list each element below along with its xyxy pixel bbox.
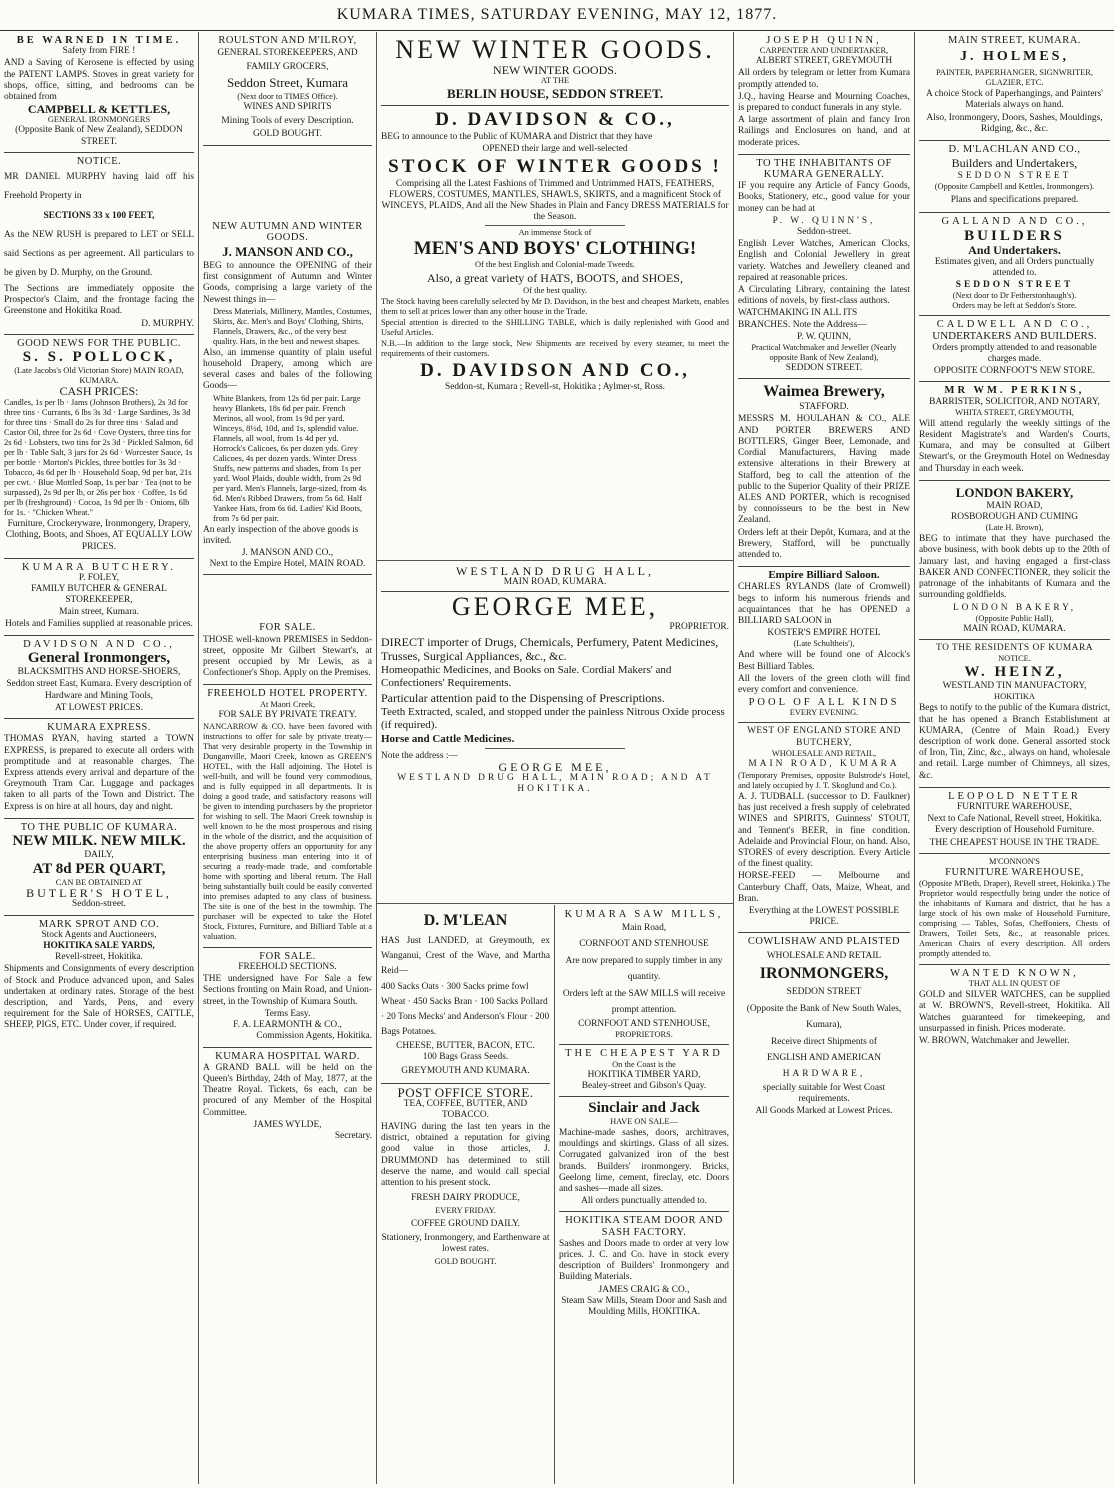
ad-body: Machine-made sashes, doors, architraves, mouldings and skirtings. Glass of all sizes. Corrugated galvanized iron of the best brands. Builders' ironmongery. Bricks, Geelong lime, cement, fireclay, etc. Doors and sashes—made all sizes. [559,1128,729,1195]
ad-body: DIRECT importer of Drugs, Chemicals, Perfumery, Patent Medicines, Trusses, Surgical Appliances, &c., &c. [381,634,719,663]
ad-waimea-brewery [738,379,910,567]
ad-address: ALBERT STREET, GREYMOUTH [755,56,893,67]
ad-body: Horse and Cattle Medicines. [381,732,515,745]
ad-headline: IRONMONGERS, [759,964,889,982]
ad-firm: CORNFOOT AND STENHOUSE [579,939,709,950]
ad-subtitle: TEA, COFFEE, BUTTER, AND TOBACCO. [403,1098,528,1120]
ad-address: (Opposite the Bank of New South Wales, Kumara), [746,1003,902,1030]
ad-subtitle: FAMILY BUTCHER & GENERAL STOREKEEPER, [31,584,167,606]
ad-note: On the Coast is the [612,1059,676,1069]
ad-w-brown [919,965,1110,1052]
ad-subtitle: HAVE ON SALE— [610,1117,678,1127]
ad-note: AT THE [540,76,570,86]
ad-body: Also, Ironmongery, Doors, Sashes, Mouldings, Ridging, &c., &c. [926,112,1103,134]
ad-address: MAIN ROAD, [986,500,1043,511]
ad-subtitle: Safety from FIRE ! [62,46,136,57]
ad-title: TO THE RESIDENTS OF KUMARA [936,642,1093,653]
ad-address: MAIN ROAD, KUMARA. [503,577,607,588]
ad-footer: Furniture, Crockeryware, Ironmongery, Drapery, Clothing, Boots, and Shoes, AT EQUALLY LOW PRICES. [5,519,193,552]
ad-address: MAIN ROAD, KUMARA. [963,623,1066,634]
ad-firm: LONDON BAKERY, [955,484,1074,500]
section-rule [377,560,733,561]
ad-note: (Next door to TIMES Office). [237,92,338,102]
ad-address: HOKITIKA [994,692,1035,702]
ad-heinz [919,640,1110,788]
ad-firm: D. M'LACHLAN AND CO., [948,144,1081,156]
ad-body: OPENED their large and well-selected [482,144,628,155]
ad-firm: General Ironmongers, [27,650,171,667]
ad-cowlishaw-plaisted [738,933,910,1121]
ad-subtitle: WESTLAND TIN MANUFACTORY, [942,681,1087,692]
ad-signature: JAMES CRAIG & CO., [598,1284,690,1295]
ad-body: English Lever Watches, American Clocks, English and Colonial Jewellery in great variety. Watches and Jewellery cleaned and repaired at reasonable prices. [738,239,910,283]
ad-mlachlan [919,141,1110,213]
ad-subtitle: BLACKSMITHS AND HORSE-SHOERS, [17,667,181,678]
ad-campbell-kettles [4,32,194,153]
ad-body: Homeopathic Medicines, and Books on Sale. Cordial Makers' and Confectioners' Requirements. [381,663,672,689]
ad-body: A GRAND BALL will be held on the Queen's Birthday, 24th of May, 1877, at the Theatre Royal. Tickets, 6s each, can be procured of any Member of the Hospital Committee. [203,1062,372,1118]
ad-footer: All orders punctually attended to. [581,1196,707,1207]
ad-body: Are now prepared to supply timber in any quantity. [565,956,723,983]
ad-note: EVERY EVENING. [789,708,859,718]
ad-body: Hotels and Families supplied at reasonable prices. [5,618,193,629]
ad-footer: All Goods Marked at Lowest Prices. [755,1106,893,1117]
ad-body: An early inspection of the above goods is invited. [203,524,359,546]
ad-address: (Opposite Bank of New Zealand), SEDDON STREET. [15,125,183,147]
ad-body: specially suitable for West Coast requirements. [762,1082,886,1104]
ad-address: Bealey-street and Gibson's Quay. [581,1080,707,1091]
ad-body: Orders left at the SAW MILLS will receive prompt attention. [562,989,726,1016]
ad-firm: COWLISHAW AND PLAISTED [747,936,901,948]
ad-price-list: Candles, 1s per lb · Jams (Johnson Brothers), 2s 3d for three tins · Currants, 6 lbs 3s 3d · Large Sardines, 3s 3d for three tins · Small do 2s for three tins · Salad and Castor Oil, three for 2s 6d · Cove Oysters, three tins for 2s 6d · Lobsters, two tins for 2s 3d · Pickled Salmon, 6d per lb · Table Salt, 3 jars for 2s 6d · Worcester Sauce, 1s per bottle · Morton's Pickles, three bottles for 3s 3d · Tobacco, 4s 6d per lb · Household Soap, 9d per bar, 21s per cwt. · Blue Mottled Soap, 1s per bar · Tea (not to be surpassed), 2s 9d per lb, or 26s per box · Coffee, 1s 6d per lb (freshground) · Cocoa, 1s 9d per lb · Onions, 6lb for 1s. · "Chicken Wheat." [4,398,193,518]
ad-subtitle: Builders and Undertakers, [951,156,1078,171]
ad-holmes [919,32,1110,141]
ad-body: BEG to intimate that they have purchased the above business, with book debts up to the 20th of January last, and having engaged a first-class BAKER AND CONFECTIONER, they solicit the patronage of the inhabitants of Kumara and the surrounding goldfields. [919,534,1110,601]
ad-signature: D. DAVIDSON AND CO., [420,360,690,382]
ad-note: Note the address :— [381,750,458,761]
ad-note: Of the best quality. [523,286,587,296]
ad-footer: GREYMOUTH AND KUMARA. [401,1066,530,1077]
ad-body: Particular attention paid to the Dispensing of Prescriptions. [381,690,665,705]
ad-subtitle: CHEESE, BUTTER, BACON, ETC. [396,1041,535,1051]
blank-space [203,146,372,218]
ad-address: Main street, Kumara. [59,606,139,617]
ad-address: SEDDON STREET [786,986,862,997]
ad-firm: P. W. QUINN'S, [772,215,876,226]
ad-title: ROULSTON AND M'ILROY, [218,35,357,46]
ad-body: Mining Tools of every Description. [221,116,354,127]
ad-signature-role: Secretary. [334,1130,372,1141]
ad-body: (Opposite M'Beth, Draper), Revell street, Hokitika.) The Proprietor would respectfully bring under the notice of the inhabitants of Kumara and district, that he has a large stock of his own make of Household Furniture, comprising — Tables, Sofas, Cheffoniers, Chests of Drawers, Toilet Sets, &c., at reasonable prices. American Chairs of every description. All orders promptly attended to. [919,878,1110,958]
ad-mclean [381,906,550,1084]
ad-body: MR DANIEL MURPHY having laid off his Freehold Property in [4,172,194,202]
ad-firm: W. HEINZ, [964,664,1065,681]
ad-body: Stationery, Ironmongery, and Earthenware at lowest rates. [381,1233,550,1255]
ad-roulston [203,32,372,146]
ad-body: 100 Bags Grass Seeds. [422,1052,509,1063]
ad-address: Steam Saw Mills, Steam Door and Sash and Moulding Mills, HOKITIKA. [561,1295,727,1318]
ad-note: EVERY FRIDAY. [435,1206,496,1216]
ad-note: Of the best English and Colonial-made Tweeds. [475,260,635,270]
ad-davidson-ironmongers [4,636,194,719]
ad-signature: P. W. QUINN, [797,331,851,342]
ad-address: Main Road, [621,923,667,934]
ad-footer: GOLD BOUGHT. [434,1256,497,1266]
ad-body: BEG to announce to the Public of KUMARA and District that they have [381,132,653,143]
ad-address: Seddon-street. [72,899,126,910]
ad-body: THE undersigned have For Sale a few Sections fronting on Main Road, and Union-street, in the Township of Kumara South. [203,974,372,1007]
ad-footer: OPPOSITE CORNFOOT'S NEW STORE. [933,366,1096,377]
ad-signature: CORNFOOT AND STENHOUSE, [578,1019,710,1030]
ad-body: All orders by telegram or letter from Kumara promptly attended to. [738,68,910,90]
ad-firm: HOKITIKA SALE YARDS, [43,940,155,951]
ad-subtitle: At Maori Creek, [259,699,316,709]
ad-firm: J. HOLMES, [960,49,1069,65]
ad-title: Empire Billiard Saloon. [768,569,880,582]
ad-westland-drug-hall [381,563,729,799]
ad-firm: MR WM. PERKINS, [944,385,1085,397]
ad-body: The Sections are immediately opposite the Prospector's Claim, and the frontage facing the Greenstone and Hokitika Road. [4,284,194,317]
ad-body: A Circulating Library, containing the latest editions of novels, by first-class authors. [738,285,910,307]
ad-firm: HOKITIKA TIMBER YARD, [587,1069,701,1080]
ad-address: Revell-street, Hokitika. [55,952,143,963]
ad-title: WANTED KNOWN, [950,967,1079,979]
ad-title: KUMARA EXPRESS. [47,722,151,734]
ad-pollock [4,335,194,559]
column-3-top [377,32,733,592]
ad-subtitle: WHOLESALE AND RETAIL, [771,748,877,758]
column-3a [377,906,554,1484]
ad-headline: NEW MILK. NEW MILK. [12,832,186,849]
ad-note: An immense Stock of [518,228,592,238]
ad-subtitle: And Undertakers. [968,242,1061,257]
ad-mark-sprot [4,916,194,1037]
ad-body: Seddon street East, Kumara. Every description of Hardware and Mining Tools, [6,679,192,701]
ad-pw-quinn [738,155,910,379]
ad-firm: CAMPBELL & KETTLES, [27,102,171,117]
ad-london-bakery [919,481,1110,640]
ad-body: All the lovers of the green cloth will find every comfort and convenience. [738,673,910,695]
ad-title: KUMARA HOSPITAL WARD. [215,1050,360,1062]
ad-butlers-milk [4,819,194,916]
ad-body: NANCARROW & CO. have been favored with instructions to offer for sale by private treaty— That very desirable property in the Township in Dunganville, Maori Creek, known as GREEN'S HOTEL, with the Hall adjoining. The Hotel is well-built, and will be found very commodious, and is fully equipped in all departments. It is doing a good trade, and satisfactory reasons will be given to intending purchasers by the proprietor for wishing to sell. The Maori Creek township is well known to be the most prosperous and rising in the whole of the district, and the acquisition of the above property offers an opportunity for any enterprising business man entering into it of securing a ready-made trade, and comfortable home with sporting and liberal return. The Hall being substantially built could be easily converted into premises adapted to any class of business. The site is one of the best in the township. The purchaser will be expected to take the Hotel Stock, Fixtures, Furniture, and Billiard Table at a valuation. [203,721,372,941]
ad-subtitle: Stock Agents and Auctioneers, [41,929,157,940]
ad-firm: Waimea Brewery, [763,383,885,401]
ad-firm: CALDWELL AND CO., [936,319,1093,331]
ad-body: WATCHMAKING IN ALL ITS BRANCHES. Note the Address— [738,308,867,330]
ad-joseph-quinn [738,32,910,155]
ad-body: Teeth Extracted, scaled, and stopped under the painless Nitrous Oxide process (if required). [381,705,725,731]
ad-body: Shipments and Consignments of every description of Stock and Produce advanced upon, and Sales undertaken at ordinary rates. Storage of the best description, and Yards, Pens, and every requirement for the Sale of HORSES, CATTLE, SHEEP, PIGS, ETC. Under cover, if required. [4,964,194,1031]
ad-body: The Stock having been carefully selected by Mr D. Davidson, in the best and cheapest Markets, enables them to sell at prices lower than any other house in the Trade. [381,297,729,317]
ad-divider [485,748,624,749]
ad-title: TO THE INHABITANTS OF KUMARA GENERALLY. [756,157,892,181]
section-rule [377,903,733,904]
ad-divider [485,225,624,226]
ad-address: SEDDON STREET. [785,363,863,374]
masthead: KUMARA TIMES, SATURDAY EVENING, MAY 12, 1877. [0,0,1114,31]
ad-body: Special attention is directed to the SHILLING TABLE, which is daily replenished with Good and Useful Articles. [381,318,729,338]
ad-footer: Orders may be left at Seddon's Store. [952,301,1077,311]
ad-subtitle: ROSBOROUGH AND CUMING [950,512,1079,523]
ad-subtitle: WHOLESALE AND RETAIL [766,950,882,961]
ad-title: HOKITIKA STEAM DOOR AND SASH FACTORY. [565,1215,723,1238]
ad-subtitle: BARRISTER, SOLICITOR, AND NOTARY, [929,396,1100,407]
ad-note: Terms Easy. [264,1008,311,1019]
ad-address: MAIN ROAD, KUMARA [748,758,900,769]
ad-caldwell [919,316,1110,382]
ad-freehold-sections [203,948,372,1048]
column-2 [199,32,376,1484]
ad-firm: P. FOLEY, [78,573,120,584]
ad-murphy [4,153,194,335]
ad-for-sale-premises [203,619,372,685]
ad-body: Will attend regularly the weekly sittings of the Resident Magistrate's and Warden's Courts, Kumara, and may be consulted at Gilbert Stewart's, or the Greymouth Hotel on Wednesday and Thursday in each week. [919,418,1110,474]
ad-firm: D. M'LEAN [423,912,508,929]
column-3b [555,906,733,1484]
ad-address: Seddon-street. [797,227,851,238]
ad-subtitle: FRESH DAIRY PRODUCE, [411,1193,520,1204]
ad-firm: J. MANSON AND CO., [222,244,353,260]
ad-mcconnon [919,854,1110,965]
ad-perkins [919,382,1110,480]
ad-address: (Next door to Dr Fetherstonhaugh's). [952,291,1077,301]
ad-body: And where will be found one of Alcock's Best Billiard Tables. [738,650,910,672]
ad-note: (Late H. Brown), [985,523,1044,533]
ad-galland [919,213,1110,316]
ad-price: AT 8d PER QUART, [32,861,166,878]
column-5 [915,32,1114,1484]
ad-firm: LEOPOLD NETTER [948,790,1081,802]
ad-signature: F. A. LEARMONTH & CO., [233,1020,342,1031]
ad-body: BEG to announce the OPENING of their first consignment of Autumn and Winter Goods, comprising a large variety of the Newest things in— [203,261,372,305]
ad-signature-role: Practical Watchmaker and Jeweller (Nearly opposite Bank of New Zealand), [751,343,897,363]
ad-address: SEDDON STREET [955,280,1074,291]
ad-title: GOOD NEWS FOR THE PUBLIC. [17,337,181,349]
ad-firm-sub: GENERAL IRONMONGERS [47,115,151,125]
ad-body: THOMAS RYAN, having started a TOWN EXPRESS, is prepared to execute all orders with promptitude and at reasonable charges. The Express attends every arrival and departure of the Greymouth Tram Car. Luggage and packages taken to all parts of the Town and District. The Express is on hire at all hours, day and night. [4,734,194,812]
ad-highlight: STOCK OF WINTER GOODS ! [388,155,722,177]
ad-note: (Temporary Premises, opposite Bulstrode's Hotel, and lately occupied by J. T. Skoglund and Co.). [738,770,910,790]
ad-body: MESSRS M. HOULAHAN & CO., ALE AND PORTER BREWERS AND BOTTLERS, Ginger Beer, Lemonade, and Cordial Manufacturers, Having made extensive alterations in their Brewery at Stafford, beg to call the attention of the public to the Superior Quality of their PRIZE ALES AND PORTER, which is recognised by connoisseurs to be the best in New Zealand. [738,414,910,526]
ad-title: MAIN STREET, KUMARA. [948,35,1081,46]
ad-address: STAFFORD. [799,402,849,413]
ad-firm: M'CONNON'S [989,856,1040,866]
ad-address: Seddon-st, Kumara ; Revell-st, Hokitika ; Aylmer-st, Ross. [444,382,666,393]
ad-title: BE WARNED IN TIME. [16,35,182,46]
ad-address: Commission Agents, Hokitika. [256,1031,372,1042]
ad-body: Receive direct Shipments of [771,1036,877,1047]
ad-firm: BUTLER'S HOTEL, [26,886,172,901]
ad-subtitle: WINES AND SPIRITS [243,102,332,113]
ad-title: THE CHEAPEST YARD [565,1048,723,1060]
ad-highlight: SECTIONS 33 x 100 FEET, [43,211,155,222]
ad-address: Next to the Empire Hotel, MAIN ROAD. [209,559,366,570]
ad-firm: S. S. POLLOCK, [22,349,176,366]
ad-title: FREEHOLD HOTEL PROPERTY. [207,688,368,700]
ad-address: WESTLAND DRUG HALL, MAIN ROAD; AND AT HOKITIKA. [397,773,713,795]
ad-body: AND a Saving of Kerosene is effected by using the PATENT LAMPS. Stoves in great variety for shops, office, sitting, and bedrooms can be obtained from [4,58,194,103]
ad-body: IF you require any Article of Fancy Goods, Books, Stationery, etc., good value for your money can be had at [738,181,910,214]
ad-body: HAVING during the last ten years in the district, obtained a reputation for giving good value in those articles, J. DRUMMOND has determined to still deserve the name, and would call special attention to his present stock. [381,1122,550,1189]
ad-signature: JAMES WYLDE, [253,1119,322,1130]
ad-subtitle: CAN BE OBTAINED AT [55,878,143,888]
column-4 [734,32,914,1484]
ad-subtitle: DAILY, [84,849,114,860]
ad-body: Sashes and Doors made to order at very low prices. J. C. and Co. have in stock every description of Builders' Ironmongery and Building Materials. [559,1238,729,1283]
ad-hokitika-timber-yard [559,1045,729,1097]
column-1 [0,32,198,1484]
ad-body: THOSE well-known PREMISES in Seddon-street, opposite Mr Gilbert Stewart's, at present occupied by Mr Lewis, as a Confectioner's Shop. Apply on the Premises. [203,634,372,679]
ad-title: NOTICE. [76,155,122,167]
ad-subtitle: NEW WINTER GOODS. [493,63,617,77]
ad-title: FOR SALE. [259,950,316,962]
ad-list: Dress Materials, Millinery, Mantles, Costumes, Skirts, &c. Men's and Boys' Clothing, Shirts, Flannels, Drawers, &c., of the very best quality. Hats, in the best and newest shapes. [213,306,372,346]
ad-kumara-express [4,719,194,819]
ad-address: Seddon Street, Kumara [227,75,348,91]
ad-post-office-store [381,1084,550,1270]
ad-firm: Sinclair and Jack [588,1100,700,1117]
ad-highlight: HARDWARE, [782,1068,866,1079]
ad-title: MARK SPROT AND CO. [38,918,160,930]
ad-subtitle: UNDERTAKERS AND BUILDERS. [932,329,1097,342]
column-3-drug [377,563,733,903]
ad-body: HAS Just LANDED, at Greymouth, ex Wanganui, Crest of the Wave, and Martha Reid— [381,936,550,976]
ad-address: SEDDON STREET [957,171,1072,182]
ad-signature-role: PROPRIETORS. [615,1030,673,1040]
ad-signature: GEORGE MEE, [498,759,612,774]
ad-headline: NEW WINTER GOODS. [395,35,715,64]
ad-list: White Blankets, from 12s 6d per pair. Large heavy Blankets, 18s 6d per pair. French Merinos, all wool, from 1s 9d per yard. Winceys, 8½d, 10d, and 1s, splendid value. Flannels, all wool, from 1s 4d per yd. Horrock's Calicoes, 6s per dozen yds. Grey Calicoes, 4s per dozen yards. Winter Dress Stuffs, new patterns and shades, from 1s per yard. Wool Plaids, double width, from 2s 9d per yard. Men's Flannels, large-sized, from 4s 6d. Men's Ribbed Drawers, from 5s 6d. Half Yankee Hats, from 6s 6d. Ladies' Kid Boots, from 7s 6d per pair. [213,393,367,523]
ad-james-craig [559,1212,729,1322]
ad-signature: W. BROWN, Watchmaker and Jeweller. [919,1035,1070,1046]
ad-subtitle: FOR SALE BY PRIVATE TREATY. [218,709,357,720]
ad-title: KUMARA BUTCHERY. [22,561,176,573]
ad-hospital-ball [203,1048,372,1147]
ad-body: Also, a great variety of HATS, BOOTS, and SHOES, [427,271,683,286]
ad-firm: KOSTER'S EMPIRE HOTEL [767,628,881,639]
ad-subtitle: THAT ALL IN QUEST OF [968,979,1061,989]
ad-address: BERLIN HOUSE, SEDDON STREET. [446,86,664,102]
ad-subtitle: PAINTER, PAPERHANGER, SIGNWRITER, GLAZIER, ETC. [936,68,1093,88]
ad-address: (Opposite Public Hall), [975,613,1054,623]
ad-subtitle: FURNITURE WAREHOUSE, [957,801,1072,812]
ad-manson [203,218,372,576]
ad-signature: D. MURPHY. [141,318,194,329]
ad-title: WEST OF ENGLAND STORE AND BUTCHERY, [747,726,901,748]
ad-headline: BUILDERS [964,227,1065,244]
ad-body: A. J. TUDBALL (successor to D. Faulkner) has just received a fresh supply of celebrated WINES and SPIRITS, Guinness' STOUT, and Tennent's BEER, in fine condition. Adelaide and Provincial Flour, on hand. Also, STORES of every description. Every Article of the finest quality. [738,791,910,870]
ad-firm: GALLAND AND CO., [941,216,1088,228]
ad-body: Next to Cafe National, Revell street, Hokitika. Every description of Household Furniture. [927,814,1102,836]
ad-highlight: POOL OF ALL KINDS [748,697,900,709]
ad-west-of-england [738,723,910,933]
ad-body: Estimates given, and all Orders punctually attended to. [934,256,1095,279]
ad-title: FOR SALE. [259,622,316,634]
ad-title: WESTLAND DRUG HALL, [456,564,654,578]
ad-subtitle: NOTICE. [998,654,1031,664]
ad-list: 400 Sacks Oats · 300 Sacks prime fowl Wheat · 450 Sacks Bran · 100 Sacks Pollard · 20 Tons Mecks' and Anderson's Flour · 200 Bags Potatoes. [381,982,550,1037]
ad-body: GOLD and SILVER WATCHES, can be supplied at W. BROWN'S, Revell-street, Hokitika. All Watches guaranteed for timekeeping, and unsurpassed in finish. Prices moderate. [919,990,1110,1034]
blank-space [203,575,372,619]
ad-body: Orders promptly attended to and reasonable charges made. [932,342,1097,365]
ad-subtitle: COFFEE GROUND DAILY. [410,1219,521,1230]
ad-footer: THE CHEAPEST HOUSE IN THE TRADE. [929,837,1100,848]
ad-leopold-netter [919,788,1110,854]
ad-body: A large assortment of plain and fancy Iron Railings and Enclosures on hand, and at moderate prices. [738,115,910,148]
ad-body: As the NEW RUSH is prepared to LET or SELL said Sections as per agreement. All particulars to be given by D. Murphy, on the Ground. [4,230,194,279]
ad-body: Also, an immense quantity of plain useful household Drapery, among which are several cases and bales of the following Goods— [203,347,372,392]
ad-highlight: ENGLISH AND AMERICAN [766,1052,882,1063]
ad-footer: AT LOWEST PRICES. [55,702,143,713]
ad-body: J.Q., having Hearse and Mourning Coaches, is prepared to conduct funerals in any style. [738,91,910,114]
ad-body: Orders left at their Depôt, Kumara, and at the Brewery, Stafford, will be punctually attended to. [738,527,910,560]
ad-subtitle: FREEHOLD SECTIONS. [238,962,337,973]
ad-firm: JOSEPH QUINN, [766,35,882,46]
ad-body: Begs to notify to the public of the Kumara district, that he has opened a Branch Establishment at KUMARA, (Centre of Main Road.) Every description of work done. General assorted stock of Iron, Tin, Zinc, &c., always on hand, wholesale and retail. Large number of Chimneys, all sizes, &c. [919,703,1110,781]
ad-subtitle: FURNITURE WAREHOUSE, [945,866,1084,878]
ad-note: (Late Schultheis'), [793,639,855,649]
ad-address: (Late Jacobs's Old Victorian Store) MAIN ROAD, KUMARA. [14,366,184,386]
ad-freehold-hotel [203,685,372,947]
ad-signature: LONDON BAKERY, [952,602,1077,613]
ad-footer: Plans and specifications prepared. [950,195,1079,206]
ad-sinclair-jack [559,1097,729,1212]
ad-foley [4,559,194,636]
ad-subtitle: CASH PRICES: [59,384,139,399]
ad-body: CHARLES RYLANDS (late of Cromwell) begs to inform his numerous friends and acquaintances that he has OPENED a BILLIARD SALOON in [738,582,910,626]
ad-highlight: MEN'S AND BOYS' CLOTHING! [413,238,697,260]
ad-title: KUMARA SAW MILLS, [564,909,724,920]
ad-firm: GEORGE MEE, [381,591,729,622]
ad-address: WHITA STREET, GREYMOUTH, [955,407,1074,417]
ad-firm: D. DAVIDSON & CO., [381,105,729,131]
ad-subtitle: PROPRIETOR. [669,622,729,633]
ad-title: POST OFFICE STORE. [397,1085,534,1101]
ad-title: DAVIDSON AND CO., [23,639,175,651]
ad-kumara-saw-mills [559,906,729,1045]
ad-body: A choice Stock of Paperhangings, and Painters' Materials always on hand. [926,89,1103,111]
ad-body: N.B.—In addition to the large stock, New Shipments are received by every steamer, to meet the requirements of their customers. [381,339,729,359]
ad-subtitle: CARPENTER AND UNDERTAKER, [759,46,889,56]
ad-signature: J. MANSON AND CO., [241,548,334,559]
ad-body: HORSE-FEED — Melbourne and Canterbury Chaff, Oats, Maize, Wheat, and Bran. [738,871,910,904]
ad-subtitle: GENERAL STOREKEEPERS, AND FAMILY GROCERS, [217,48,358,73]
ad-footer: Everything at the LOWEST POSSIBLE PRICE. [748,906,900,928]
ad-davidson-winter [381,32,729,398]
ad-body: Comprising all the Latest Fashions of Trimmed and Untrimmed HATS, FEATHERS, FLOWERS, COSTUMES, MANTLES, SHAWLS, SKIRTS, and a magnificent Stock of WINCEYS, PLAIDS, And all the New Shades in Plain and Fancy DRESS MATERIALS for the Season. [381,178,729,223]
ad-footer: GOLD BOUGHT. [252,129,323,140]
ad-title: TO THE PUBLIC OF KUMARA. [20,821,178,833]
ad-title: NEW AUTUMN AND WINTER GOODS. [212,220,363,243]
ad-address: (Opposite Campbell and Kettles, Ironmongers). [934,182,1095,192]
ad-empire-billiard [738,567,910,723]
